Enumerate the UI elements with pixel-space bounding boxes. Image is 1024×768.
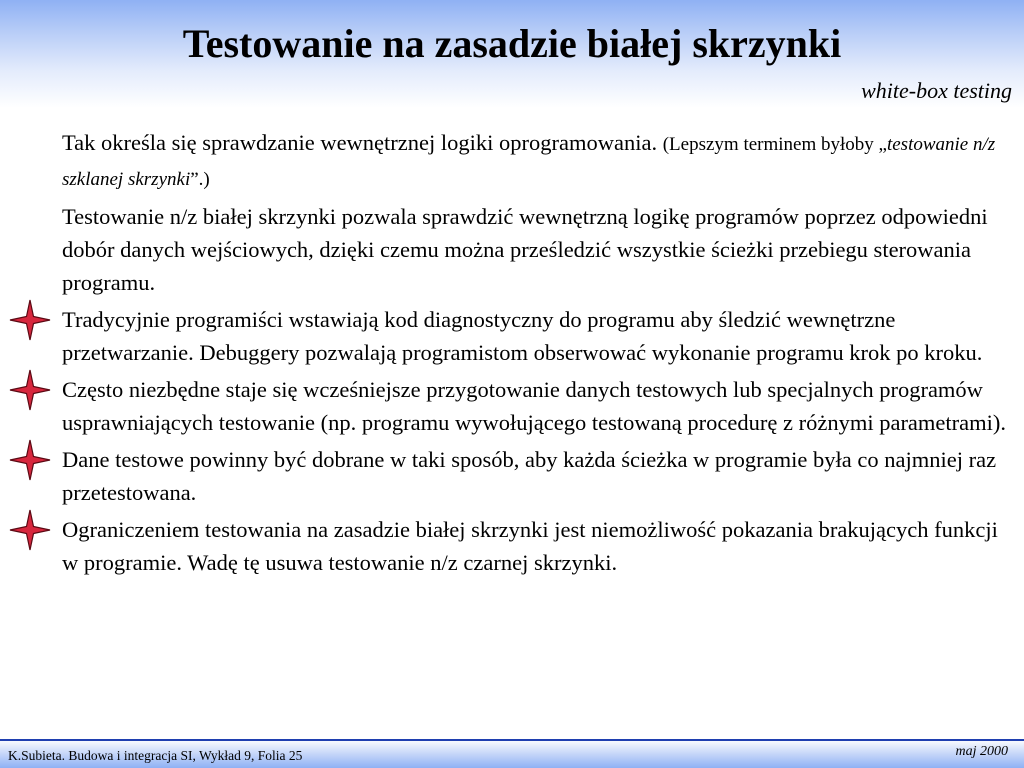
paragraph-2: [62, 373, 1014, 439]
paragraph-0: [62, 200, 1014, 299]
intro-note-open: (Lepszym terminem byłoby „: [662, 134, 887, 155]
four-point-star-icon: [8, 438, 52, 482]
intro-main-text: Tak określa się sprawdzanie wewnętrznej logiki oprogramowania.: [62, 130, 663, 155]
footer-citation: K.Subieta. Budowa i integracja SI, Wykład 9, Folia 25: [8, 748, 303, 763]
paragraph-1: [62, 303, 1014, 369]
slide-subtitle: white-box testing: [861, 78, 1012, 103]
slide-body: [62, 126, 1014, 583]
slide-header: [0, 0, 1024, 108]
paragraph-text: Ograniczeniem testowania na zasadzie białej skrzynki jest niemożliwość pokazania brakujących funkcji w programie. Wadę tę usuwa testowanie n/z czarnej skrzynki.: [62, 517, 998, 575]
intro-note-italic: testowanie n/z szklanej skrzynki: [62, 134, 996, 190]
footer-divider: [0, 739, 1024, 741]
intro-paragraph: [62, 126, 1014, 196]
paragraph-text: Testowanie n/z białej skrzynki pozwala sprawdzić wewnętrzną logikę programów poprzez odpowiedni dobór danych wejściowych, dzięki czemu można prześledzić wszystkie ścieżki przebiegu sterowania programu.: [62, 204, 988, 295]
footer-date: maj 2000: [955, 744, 1008, 759]
paragraph-text: Często niezbędne staje się wcześniejsze przygotowanie danych testowych lub specjalnych programów usprawniających testowanie (np. programu wywołującego testowaną procedurę z różnymi parametrami).: [62, 377, 1007, 435]
slide-title: Testowanie na zasadzie białej skrzynki: [182, 21, 842, 66]
paragraph-4: [62, 513, 1014, 579]
four-point-star-icon: [8, 298, 52, 342]
four-point-star-icon: [8, 368, 52, 412]
paragraph-text: Dane testowe powinny być dobrane w taki sposób, aby każda ścieżka w programie była co najmniej raz przetestowana.: [62, 447, 997, 505]
paragraph-text: Tradycyjnie programiści wstawiają kod diagnostyczny do programu aby śledzić wewnętrzne przetwarzanie. Debuggery pozwalają programistom obserwować wykonanie programu krok po kroku.: [62, 307, 983, 365]
paragraph-3: [62, 443, 1014, 509]
intro-note-close: ”.): [190, 169, 210, 190]
four-point-star-icon: [8, 508, 52, 552]
